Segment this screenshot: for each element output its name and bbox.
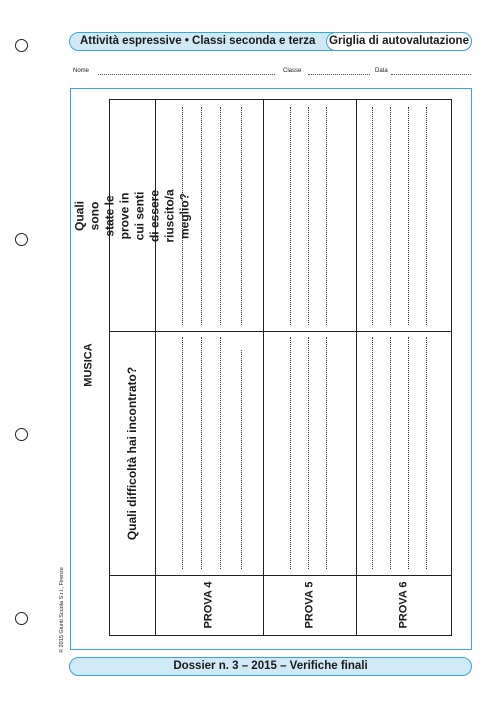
answer-line[interactable] bbox=[408, 337, 409, 569]
answer-line[interactable] bbox=[308, 337, 309, 569]
header-tab: Griglia di autovalutazione bbox=[326, 32, 472, 51]
answer-line[interactable] bbox=[426, 337, 427, 569]
header-bar bbox=[69, 32, 472, 51]
nome-field[interactable] bbox=[98, 74, 275, 75]
copyright: © 2015 Giunti Scuola S.r.l., Firenze bbox=[59, 567, 66, 653]
classe-field[interactable] bbox=[308, 74, 370, 75]
answer-line[interactable] bbox=[326, 107, 327, 325]
answer-line[interactable] bbox=[372, 107, 373, 325]
binder-hole bbox=[15, 612, 28, 625]
header-title: Attività espressive • Classi seconda e terza bbox=[80, 35, 316, 47]
answer-line[interactable] bbox=[220, 107, 221, 325]
answer-line[interactable] bbox=[372, 337, 373, 569]
question-header-riuscito: Quali sono state le prove in cui senti di essere riuscito/a meglio? bbox=[72, 188, 192, 243]
grid-line bbox=[356, 100, 357, 635]
binder-hole bbox=[15, 233, 28, 246]
row-label-prova-5: PROVA 5 bbox=[303, 581, 316, 629]
answer-line[interactable] bbox=[201, 337, 202, 569]
student-info-row bbox=[73, 67, 471, 77]
answer-line[interactable] bbox=[290, 337, 291, 569]
answer-line[interactable] bbox=[201, 107, 202, 325]
nome-label: Nome bbox=[73, 68, 90, 74]
answer-line[interactable] bbox=[390, 107, 391, 325]
answer-line[interactable] bbox=[426, 107, 427, 325]
footer-bar: Dossier n. 3 – 2015 – Verifiche finali bbox=[69, 657, 472, 676]
row-label-prova-4: PROVA 4 bbox=[202, 581, 215, 629]
answer-line[interactable] bbox=[220, 337, 221, 569]
row-label-prova-6: PROVA 6 bbox=[397, 581, 410, 629]
answer-line[interactable] bbox=[241, 350, 242, 569]
binder-hole bbox=[15, 39, 28, 52]
grid-line bbox=[263, 100, 264, 635]
data-label: Data bbox=[375, 68, 388, 74]
answer-line[interactable] bbox=[326, 337, 327, 569]
subject-title: MUSICA bbox=[83, 343, 96, 387]
binder-hole bbox=[15, 428, 28, 441]
question-header-difficolta: Quali difficoltà hai incontrato? bbox=[125, 366, 139, 540]
answer-line[interactable] bbox=[182, 337, 183, 569]
grid-line bbox=[110, 331, 451, 332]
answer-line[interactable] bbox=[241, 107, 242, 325]
data-field[interactable] bbox=[391, 74, 471, 75]
classe-label: Classe bbox=[283, 68, 302, 74]
answer-line[interactable] bbox=[290, 107, 291, 325]
answer-line[interactable] bbox=[408, 107, 409, 325]
answer-line[interactable] bbox=[390, 337, 391, 569]
grid-line bbox=[155, 100, 156, 635]
answer-line[interactable] bbox=[182, 107, 183, 325]
answer-line[interactable] bbox=[308, 107, 309, 325]
